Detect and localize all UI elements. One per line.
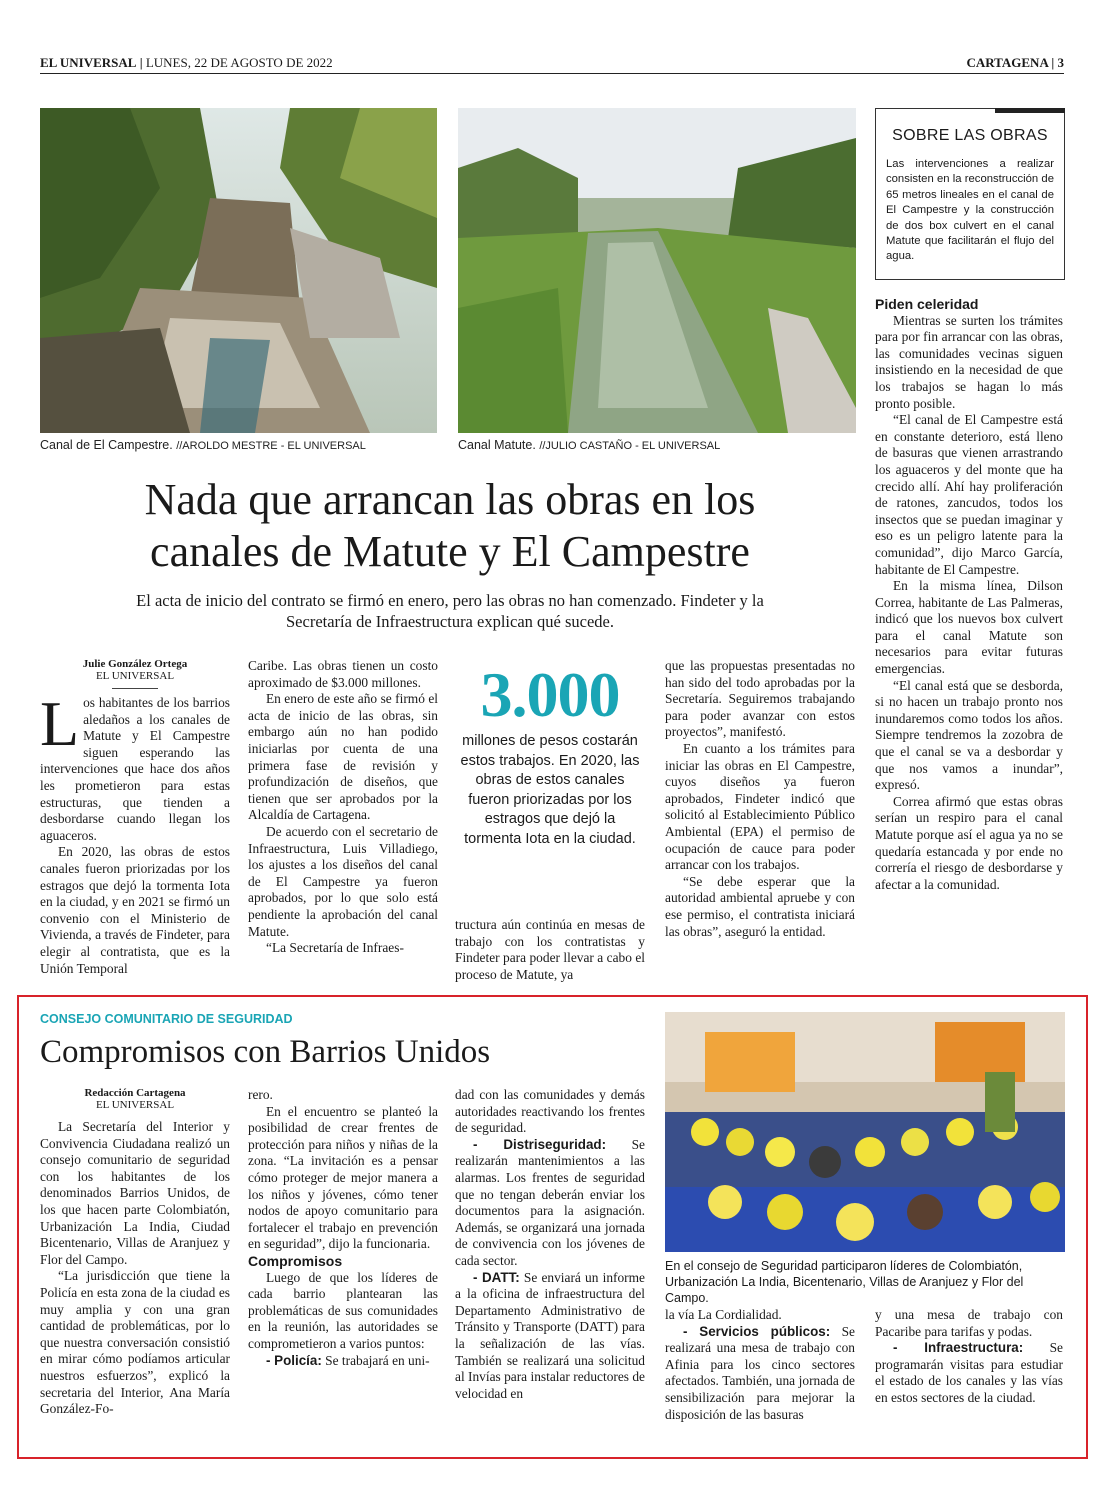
second-col-2: rero. En el encuentro se planteó la posibilidad de crear frentes de protección para niños y niñas de la zona. “La invitación es a pensar cómo proteger de mejor manera a los niños y jóvenes, cómo tener nodos de apoyo comunitario para fortalecer el trabajo en prevención en seguridad”, dijo la funcionaria. Compromisos Luego de que los líderes de cada barrio plantearan las problemáticas de sus comunidades en la reunión, las autoridades se comprometieron a varios puntos: - Policía: Se trabajará en uni- [248, 1087, 438, 1368]
second-col-5: y una mesa de trabajo con Pacaribe para tarifas y podas. - Infraestructura: Se programarán visitas para estudiar el estado de los canales y las vías en estos sectores de la ciudad. [875, 1307, 1063, 1405]
photo-consejo-seguridad [665, 1012, 1065, 1252]
main-deck: El acta de inicio del contrato se firmó en enero, pero las obras no han comenzado. Findeter y la Secretaría de Infraestructura explican qué sucede. [136, 591, 764, 631]
header-date: LUNES, 22 DE AGOSTO DE 2022 [145, 55, 333, 70]
main-col-5: Piden celeridad Mientras se surten los trámites para por fin arrancar con las obras, las comunidades vecinas siguen insistiendo en la necesidad de que los trabajos se hagan lo más pronto posible. “El canal de El Campestre está en constante deterioro, está lleno de basuras que vienen arrastrando los aguaceros y del monte que ha crecido allí. Ahí hay proliferación de ratones, zancudos, todos los insectos que se puedan imaginar y eso es un peligro latente para la comunidad”, dijo Marco García, habitante de El Campestre. En la misma línea, Dilson Correa, habitante de Las Palmeras, indicó que los nuevos box culvert para el canal Matute son necesarios para evitar futuras emergencias. “El canal está que se desborda, si no hacen un trabajo pronto nos inundaremos como todos los años. Siempre tendremos la zozobra de que el canal se va a desbordar y que nos vamos a inundar”, expresó. Correa afirmó que estas obras serían un respiro para el canal Matute porque así el agua ya no se quedaría estancada y por ende no correría el riesgo de desbordarse y afectar a la comunidad. [875, 296, 1063, 892]
main-col-3: tructura aún continúa en mesas de trabajo con los contratistas y Findeter para poder llevar a cabo el proceso de Matute, ya [455, 917, 645, 982]
photo-left-caption: Canal de El Campestre. //AROLDO MESTRE - EL UNIVERSAL [40, 438, 366, 452]
subhead-piden-celeridad: Piden celeridad [875, 296, 979, 312]
masthead: EL UNIVERSAL [40, 55, 137, 70]
second-byline: Redacción Cartagena EL UNIVERSAL [84, 1087, 186, 1111]
section-name: CARTAGENA [966, 55, 1049, 70]
stat-text: millones de pesos costarán estos trabajos. En 2020, las obras de estos canales fueron priorizadas por los estragos que dejó la tormenta Iota en la ciudad. [460, 733, 640, 847]
second-kicker: CONSEJO COMUNITARIO DE SEGURIDAD [40, 1012, 293, 1026]
photo-right-caption: Canal Matute. //JULIO CASTAÑO - EL UNIVERSAL [458, 438, 721, 452]
subhead-compromisos: Compromisos [248, 1252, 343, 1269]
second-col-1: Redacción Cartagena EL UNIVERSAL La Secretaría del Interior y Convivencia Ciudadana realizó un consejo comunitario de seguridad con los habitantes de los denominados Barrios Unidos, de los que hacen parte Colombiatón, Urbanización La India, Ciudad Bicentenario, Villas de Aranjuez y Flor del Campo. “La jurisdicción que tiene la Policía en esta zona de la ciudad es muy amplia y con una gran cantidad de problemáticas, por lo que nuestra conversación consistió en mirar cómo podíamos articular nuestros esfuerzos”, explicó la secretaria del Interior, Ana María González-Fo- [40, 1087, 230, 1417]
main-col-1: Julie González Ortega EL UNIVERSAL Los habitantes de los barrios aledaños a los canales de Matute y El Campestre siguen esperando las intervenciones que hace dos años les prometieron para estas estructuras, que tienden a desbordarse cuando llegan los aguaceros. En 2020, las obras de estos canales fueron priorizadas por los estragos que dejó la tormenta Iota en la ciudad, y en 2021 se firmó un convenio con el Ministerio de Vivienda, a través de Findeter, para elegir al contratista, que es la Unión Temporal [40, 658, 230, 976]
sidebar-title: SOBRE LAS OBRAS [892, 127, 1048, 144]
sidebar-box [875, 108, 1065, 280]
second-headline: Compromisos con Barrios Unidos [40, 1034, 491, 1070]
dropcap: L [40, 688, 80, 759]
header-right: CARTAGENA | 3 [966, 55, 1064, 70]
main-headline: Nada que arrancan las obras en los canales de Matute y El Campestre [144, 475, 756, 576]
second-col-3: dad con las comunidades y demás autoridades reactivando los frentes de seguridad. - Distriseguridad: Se realizarán mantenimientos a las alarmas. Los frentes de seguridad que no tengan deberán enviar los documentos para la asignación. Además, se organizará una jornada de convivencia con los jóvenes de cada sector. - DATT: Se enviará un informe a la oficina de infraestructura del Departamento Administrativo de Tránsito y Transporte (DATT) para la señalización de las vías. También se realizará una solicitud al Invías para instalar reductores de velocidad en [455, 1087, 646, 1401]
main-col-4: que las propuestas presentadas no han sido del todo aprobadas por la Secretaría. Seguiremos trabajando para poder avanzar con estos proyectos”, manifestó. En cuanto a los trámites para iniciar las obras en El Campestre, cuyos diseños ya fueron aprobados, Findeter indicó que solicitó al Establecimiento Público Ambiental (EPA) el permiso de ocupación de cauce para poder arrancar con los trabajos. “Se debe esperar que la autoridad ambiental apruebe y con ese permiso, el contratista iniciará las obras”, aseguró la entidad. [665, 658, 855, 939]
sidebar-text: Las intervenciones a realizar consisten en la reconstrucción de 65 metros lineales en el canal de El Campestre y la construcción de dos box culvert en el canal Matute que facilitarán el flujo del agua. [886, 158, 1054, 263]
header-rule [40, 73, 1064, 74]
main-byline: Julie González Ortega EL UNIVERSAL [82, 658, 188, 682]
second-col-4: la vía La Cordialidad. - Servicios públicos: Se realizará una mesa de trabajo con Afinia para los cinco sectores afectados. También, una jornada de sensibilización para mejorar la disposición de las basuras [665, 1307, 855, 1422]
stat-callout [455, 659, 645, 849]
photo-canal-matute [458, 108, 856, 433]
photo-canal-el-campestre [40, 108, 437, 433]
page-number: 3 [1057, 55, 1064, 70]
second-photo-caption: En el consejo de Seguridad participaron líderes de Colombiatón, Urbanización La India, Bicentenario, Villas de Aranjuez y Flor del Campo. [665, 1259, 1024, 1305]
stat-number: 3.000 [480, 659, 620, 730]
main-col-2: Caribe. Las obras tienen un costo aproximado de $3.000 millones. En enero de este año se firmó el acta de inicio de las obras, sin embargo aún no han podido iniciarlas por cuenta de una primera fase de revisión y profundización de diseños, que tienen que ser aprobados por la Alcaldía de Cartagena. De acuerdo con el secretario de Infraestructura, Luis Villadiego, los ajustes a los diseños del canal de El Campestre ya fueron aprobados, por lo que solo está pendiente la aprobación del canal Matute. “La Secretaría de Infraes- [248, 658, 438, 956]
header-left: EL UNIVERSAL | LUNES, 22 DE AGOSTO DE 2022 [40, 55, 333, 70]
